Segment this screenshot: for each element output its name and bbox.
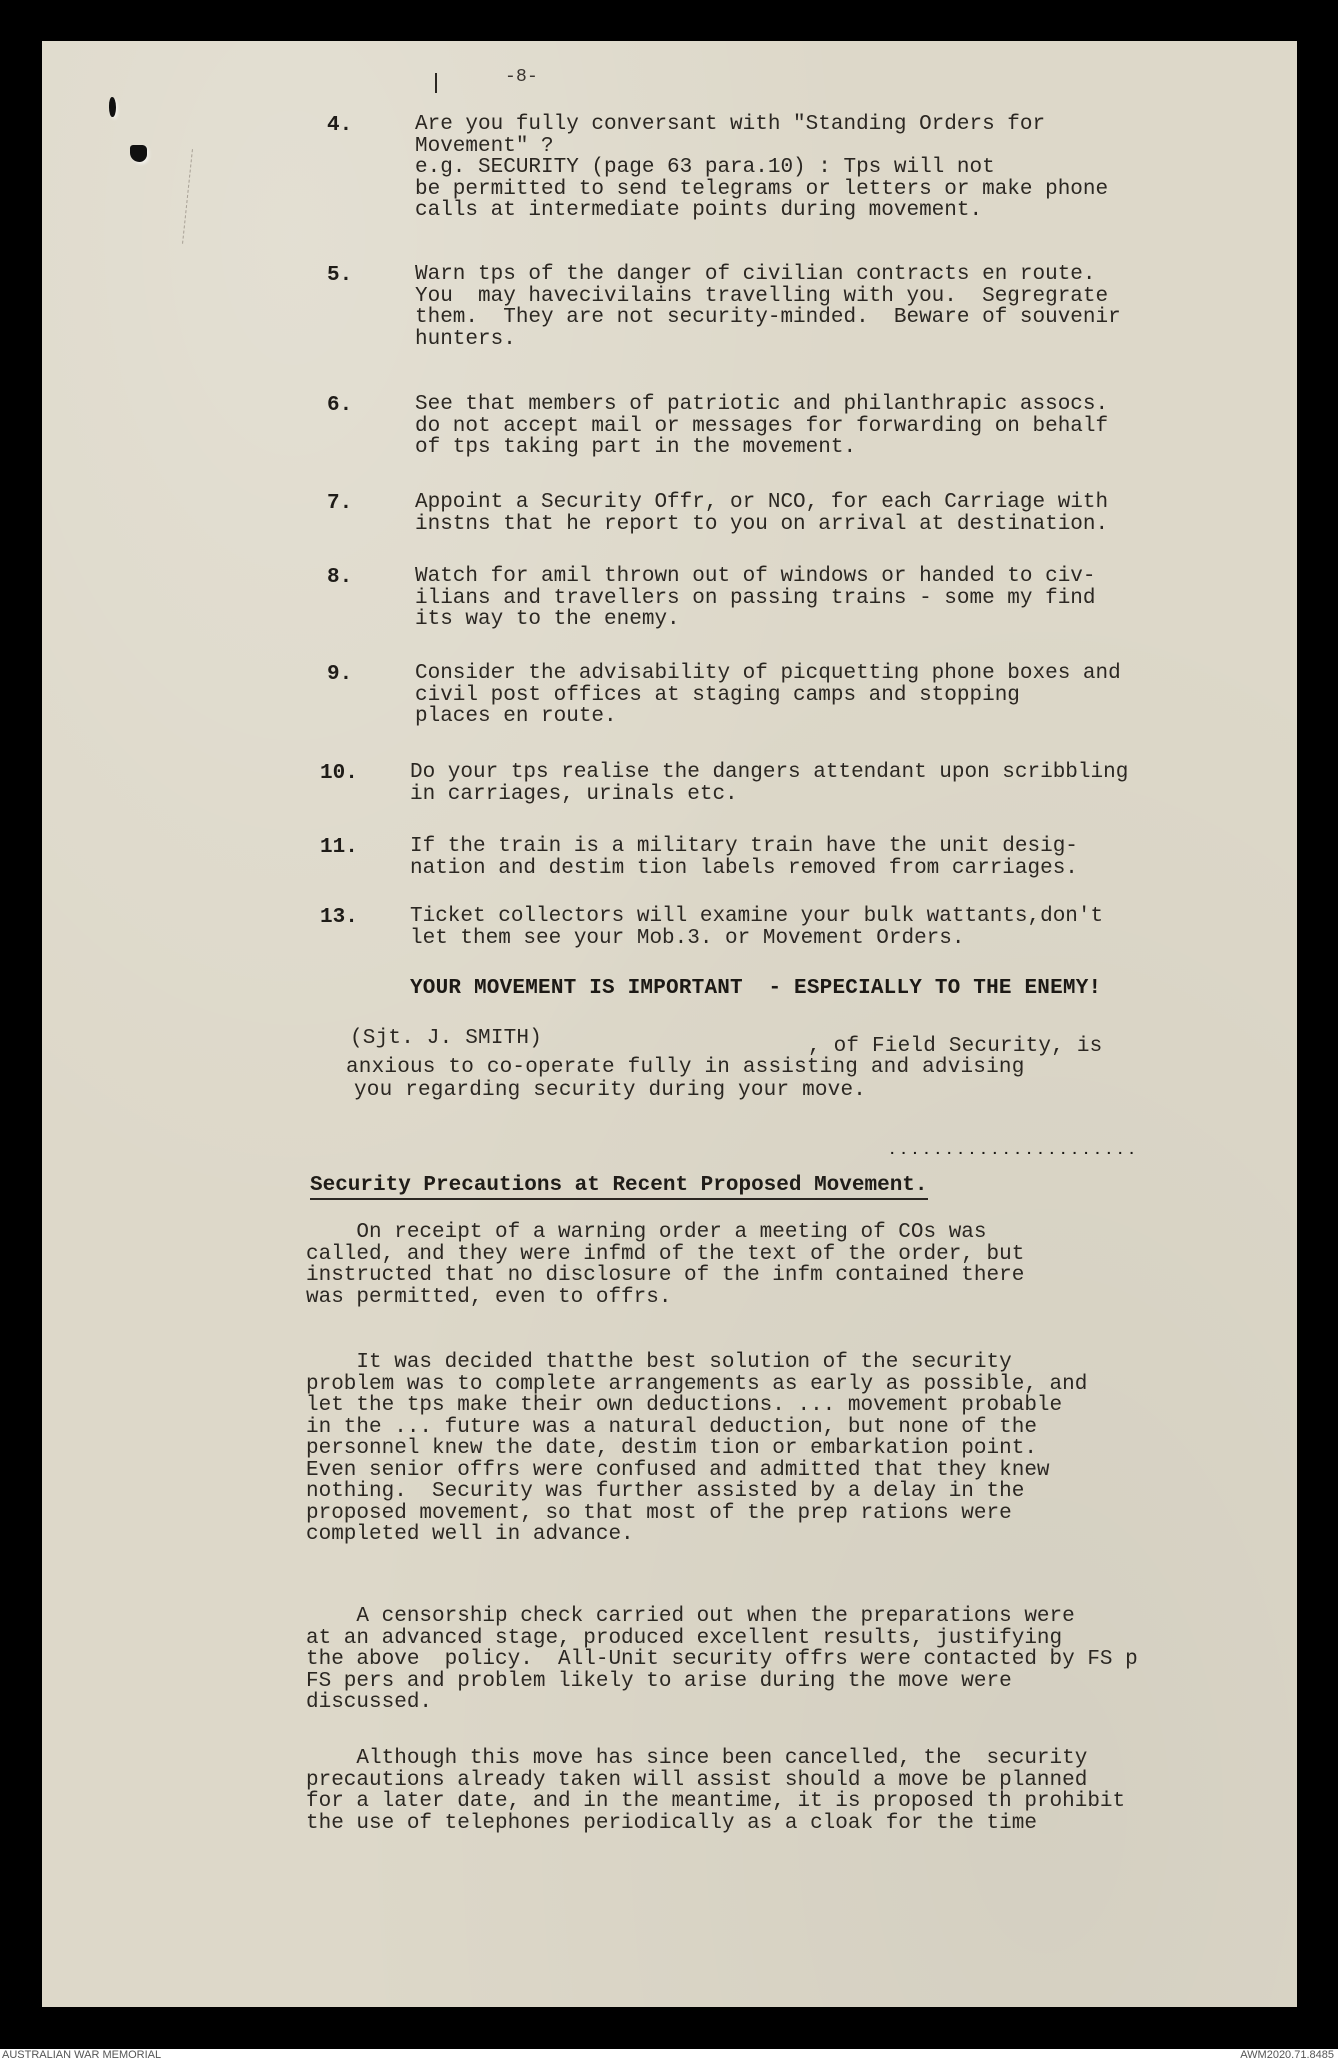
text-line: in the ... future was a natural deduction, but none of the [306, 1415, 1037, 1439]
item-number: 11. [320, 836, 358, 859]
text-line: It was decided thatthe best solution of the security [306, 1351, 1012, 1374]
text-line: Do your tps realise the dangers attendant upon scribbling [410, 761, 1129, 784]
text-line: Ticket collectors will examine your bulk wattants,don't [410, 905, 1104, 928]
reference-number: AWM2020.71.8485 [1240, 2049, 1334, 2061]
item-number: 4. [327, 114, 353, 137]
archive-footer [0, 2049, 1338, 2061]
institution-label: AUSTRALIAN WAR MEMORIAL [2, 2049, 162, 2061]
separator-dots: ...................... [888, 1143, 1139, 1159]
text-line: Appoint a Security Offr, or NCO, for each Carriage with [415, 491, 1109, 514]
text-line: Consider the advisability of picquetting phone boxes and [415, 662, 1121, 685]
contact-line: anxious to co-operate fully in assisting and advising [346, 1056, 1025, 1079]
text-line: for a later date, and in the meantime, it is proposed th prohibit [306, 1790, 1126, 1813]
text-line: places en route. [415, 705, 617, 728]
item-text [415, 114, 1108, 222]
item-text [415, 394, 1108, 459]
punch-hole [109, 97, 116, 117]
item-number: 9. [327, 663, 353, 686]
text-line: instructed that no disclosure of the infm contained there [306, 1264, 1025, 1287]
text-line: in carriages, urinals etc. [410, 782, 738, 806]
text-line: FS pers and problem likely to arise during the move were [306, 1669, 1012, 1693]
text-line: On receipt of a warning order a meeting of COs was [306, 1221, 987, 1244]
item-text [415, 264, 1121, 350]
paragraph [306, 1606, 1138, 1714]
text-line: Even senior offrs were confused and admitted that they knew [306, 1458, 1050, 1482]
text-line: Watch for amil thrown out of windows or handed to civ- [415, 565, 1096, 588]
text-line: problem was to complete arrangements as early as possible, and [306, 1372, 1088, 1396]
item-text [415, 663, 1121, 728]
item-number: 7. [327, 492, 353, 515]
paragraph [306, 1748, 1125, 1834]
text-line: Movement" ? [415, 134, 554, 158]
text-line: nothing. Security was further assisted by a delay in the [306, 1480, 1025, 1503]
item-number: 5. [327, 264, 353, 287]
text-line: precautions already taken will assist should a move be planned [306, 1768, 1088, 1792]
item-text [415, 566, 1096, 631]
text-line: let them see your Mob.3. or Movement Orders. [410, 926, 965, 950]
text-line: let the tps make their own deductions. ... movement probable [306, 1394, 1063, 1417]
item-text [415, 492, 1108, 535]
text-line: Are you fully conversant with "Standing Orders for [415, 113, 1046, 136]
text-line: personnel knew the date, destim tion or embarkation point. [306, 1437, 1037, 1460]
text-line: was permitted, even to offrs. [306, 1285, 672, 1309]
text-line: If the train is a military train have the unit desig- [410, 835, 1078, 858]
text-line: them. They are not security-minded. Beware of souvenir [415, 306, 1121, 329]
text-line: do not accept mail or messages for forwarding on behalf [415, 414, 1109, 438]
item-number: 8. [327, 566, 353, 589]
text-line: hunters. [415, 327, 516, 351]
ink-mark [435, 73, 437, 93]
item-number: 10. [320, 762, 358, 785]
text-line: e.g. SECURITY (page 63 para.10) : Tps will not [415, 156, 995, 179]
item-text [410, 762, 1128, 805]
text-line: the use of telephones periodically as a cloak for the time [306, 1811, 1037, 1835]
text-line: Warn tps of the danger of civilian contracts en route. [415, 263, 1096, 286]
item-text [410, 906, 1103, 949]
text-line: proposed movement, so that most of the prep rations were [306, 1501, 1012, 1525]
text-line: discussed. [306, 1691, 433, 1714]
text-line: its way to the enemy. [415, 608, 680, 631]
paragraph [306, 1352, 1087, 1546]
warning-banner: YOUR MOVEMENT IS IMPORTANT - ESPECIALLY TO THE ENEMY! [410, 977, 1102, 1000]
text-line: completed well in advance. [306, 1523, 634, 1546]
text-line: calls at intermediate points during movement. [415, 199, 983, 222]
text-line: A censorship check carried out when the preparations were [306, 1605, 1075, 1628]
text-line: called, and they were infmd of the text of the order, but [306, 1242, 1025, 1266]
text-line: You may havecivilains travelling with you. Segregrate [415, 284, 1109, 308]
section-heading: Security Precautions at Recent Proposed Movement. [310, 1174, 928, 1200]
contact-line: you regarding security during your move. [354, 1079, 867, 1102]
text-line: of tps taking part in the movement. [415, 436, 857, 459]
text-line: Although this move has since been cancelled, the security [306, 1747, 1088, 1770]
contact-name: (Sjt. J. SMITH) [350, 1027, 543, 1050]
text-line: be permitted to send telegrams or letters or make phone [415, 177, 1109, 201]
contact-line: , of Field Security, is [808, 1035, 1103, 1058]
punch-hole [130, 145, 147, 162]
page-number: -8- [505, 67, 539, 87]
item-number: 6. [327, 394, 353, 417]
item-number: 13. [320, 906, 358, 929]
item-text [410, 836, 1078, 879]
text-line: at an advanced stage, produced excellent results, justifying [306, 1626, 1063, 1650]
paragraph [306, 1222, 1024, 1308]
text-line: ilians and travellers on passing trains - some my find [415, 586, 1096, 610]
text-line: instns that he report to you on arrival at destination. [415, 512, 1109, 536]
text-line: See that members of patriotic and philanthrapic assocs. [415, 393, 1109, 416]
text-line: the above policy. All-Unit security offrs were contacted by FS p [306, 1648, 1138, 1671]
text-line: nation and destim tion labels removed from carriages. [410, 856, 1078, 880]
text-line: civil post offices at staging camps and stopping [415, 683, 1020, 707]
paper-crease [182, 149, 194, 244]
